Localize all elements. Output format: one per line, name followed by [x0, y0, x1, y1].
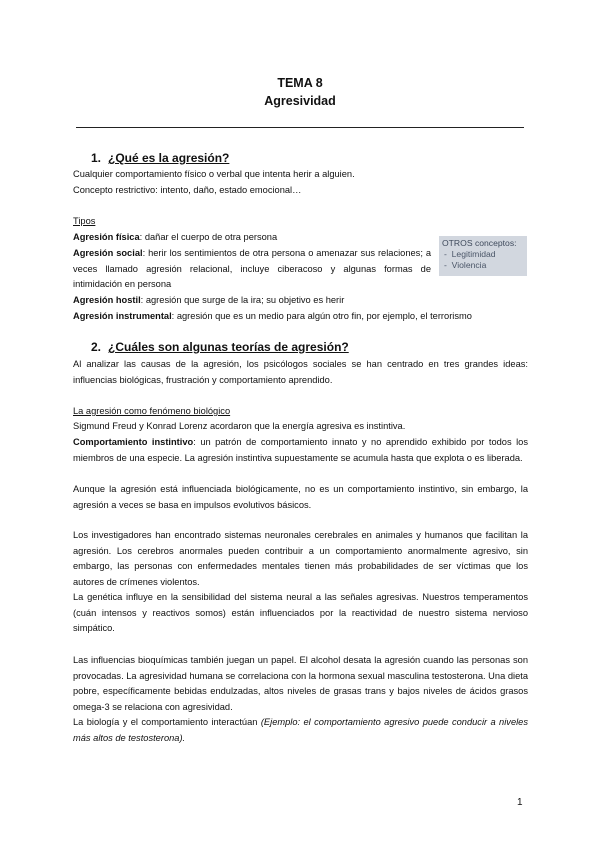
page-number: 1 — [517, 797, 523, 808]
section-1-heading — [91, 151, 229, 165]
other-concept-item: - Legitimidad — [444, 249, 496, 259]
other-concepts-caption: OTROS conceptos: — [442, 238, 517, 248]
biological-heading: La agresión como fenómeno biológico — [73, 406, 231, 416]
section-2-intro: Al analizar las causas de la agresión, los psicólogos sociales se han centrado en tres grandes ideas: influencias biológicas, frustración y comportamiento aprendido. — [73, 359, 528, 385]
tipo-fisica-text: : dañar el cuerpo de otra persona — [139, 232, 278, 242]
section-1-title: ¿Qué es la agresión? — [108, 151, 230, 165]
document-subtitle: Agresividad — [264, 94, 336, 108]
tipo-social-text: : herir los sentimientos de otra persona o amenazar sus relaciones; a veces llamado agresión relacional, incluye ciberacoso y algunas formas de intimidación en persona — [73, 248, 431, 289]
freud-lorenz-line: Sigmund Freud y Konrad Lorenz acordaron que la energía agresiva es instintiva. — [73, 421, 406, 431]
genetics-paragraph: La genética influye en la sensibilidad del sistema neural a las señales agresivas. Nuestros temperamentos (cuán intensos y reactivos somos) están influenciados por la reactividad de nuestro sistema nervioso simpático. — [73, 592, 528, 633]
biology-behavior-paragraph — [73, 715, 528, 746]
section-1-restrictive-concept: Concepto restrictivo: intento, daño, estado emocional… — [73, 185, 302, 195]
tipo-instrumental — [73, 309, 528, 325]
other-concept-item: - Violencia — [444, 260, 487, 270]
tipo-social — [73, 246, 431, 293]
instinctive-behavior-label: Comportamiento instintivo — [73, 437, 194, 447]
biology-behavior-text: La biología y el comportamiento interactúan — [73, 717, 261, 727]
tipo-hostil-label: Agresión hostil — [73, 295, 141, 305]
tipo-instrumental-text: : agresión que es un medio para algún otro fin, por ejemplo, el terrorismo — [171, 311, 472, 321]
instinctive-behavior-text: : un patrón de comportamiento innato y no aprendido exhibido por todos los miembros de una especie. La agresión instintiva supuestamente se acumula hasta que explota o es liberada. — [73, 437, 529, 463]
section-2-number: 2. — [91, 340, 102, 354]
section-2-title: ¿Cuáles son algunas teorías de agresión? — [108, 340, 349, 354]
tipo-hostil — [73, 293, 528, 309]
tipo-social-label: Agresión social — [73, 248, 143, 258]
tipo-fisica-label: Agresión física — [73, 232, 140, 242]
biological-influence-paragraph: Aunque la agresión está influenciada biológicamente, no es un comportamiento instintivo, sin embargo, la agresión a veces se basa en impulsos evolutivos básicos. — [73, 484, 528, 510]
section-1-number: 1. — [91, 151, 102, 165]
title-divider — [76, 127, 524, 128]
biology-behavior-example: (Ejemplo: el comportamiento agresivo puede conducir a niveles más altos de testosterona). — [73, 717, 528, 743]
instinctive-behavior — [73, 435, 528, 466]
tipo-instrumental-label: Agresión instrumental — [73, 311, 172, 321]
researchers-paragraph: Los investigadores han encontrado sistemas neuronales cerebrales en animales y humanos que facilitan la agresión. Los cerebros anormales pueden contribuir a un comportamiento anormalmente agresivo, sin embargo, las personas con enfermedades mentales tienen más probabilidades de ser víctimas que los autores de crímenes violentos. — [73, 530, 528, 587]
section-1-definition: Cualquier comportamiento físico o verbal que intenta herir a alguien. — [73, 169, 355, 179]
tipos-heading: Tipos — [73, 216, 96, 226]
other-concepts-box — [439, 236, 527, 276]
section-2-heading — [91, 340, 349, 354]
tipo-hostil-text: : agresión que surge de la ira; su objetivo es herir — [140, 295, 345, 305]
biochemical-paragraph: Las influencias bioquímicas también juegan un papel. El alcohol desata la agresión cuando las personas son provocadas. La agresividad humana se correlaciona con la hormona sexual masculina testosterona. Una dieta pobre, específicamente bebidas endulzadas, altos niveles de grasas trans y bajos niveles de ácidos grasos omega-3 se relaciona con agresividad. — [73, 655, 528, 712]
document-title: TEMA 8 — [277, 76, 323, 90]
